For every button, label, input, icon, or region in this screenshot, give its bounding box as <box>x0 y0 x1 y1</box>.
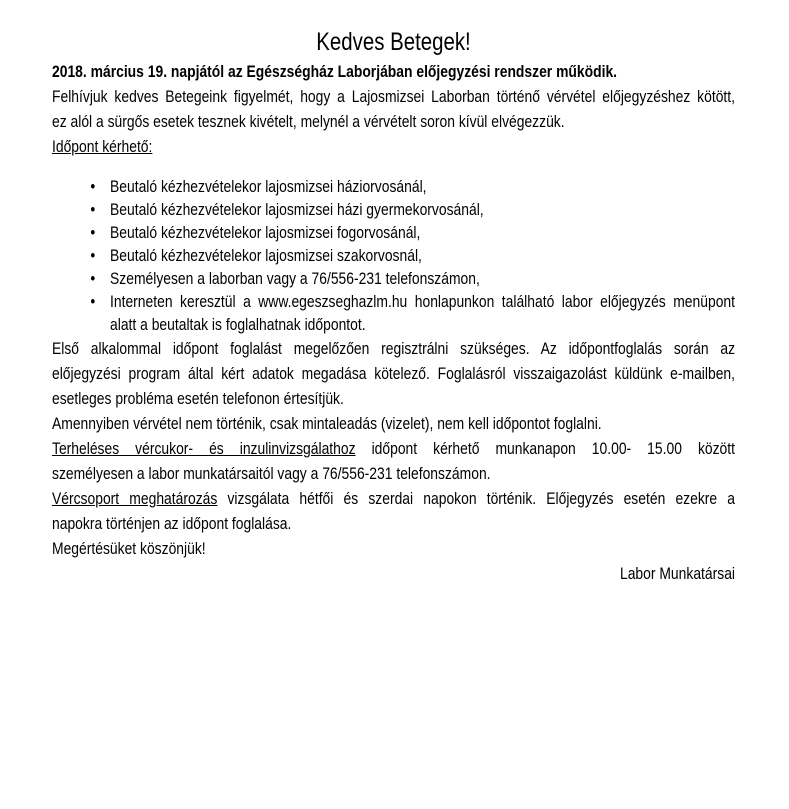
glucose-insulin-paragraph <box>52 436 735 486</box>
notice-paragraph <box>52 84 735 134</box>
internet-option-line-1 <box>110 290 735 313</box>
registration-line-1: Első alkalommal időpont foglalást megelőzően regisztrálni szükséges. Az időpontfoglalás során az <box>52 339 736 358</box>
list-item-gp: • Beutaló kézhezvételekor lajosmizsei háziorvosánál, <box>110 175 735 198</box>
notice-line-1: Felhívjuk kedves Betegeink figyelmét, hogy a Lajosmizsei Laborban történő vérvétel előjegyzéshez kötött, <box>52 87 736 106</box>
website-url: www.egeszseghazlm.hu <box>258 292 408 311</box>
glucose-underlined-lead: Terheléses vércukor- és inzulinvizsgálathoz <box>52 439 356 458</box>
blood-type-paragraph <box>52 486 735 536</box>
registration-line-3: esetleges probléma esetén telefonon értesítjük. <box>52 389 344 408</box>
list-item-pediatrician: • Beutaló kézhezvételekor lajosmizsei házi gyermekorvosánál, <box>110 198 735 221</box>
blood-type-line-1 <box>52 486 735 511</box>
list-item-dentist: • Beutaló kézhezvételekor lajosmizsei fogorvosánál, <box>110 221 735 244</box>
notice-line-2: ez alól a sürgős esetek tesznek kivételt, melynél a vérvételt soron kívül elvégezzük. <box>52 112 565 131</box>
closing-paragraph: Megértésüket köszönjük! <box>52 539 206 558</box>
blood-type-underlined-lead: Vércsoport meghatározás <box>52 489 218 508</box>
intro-bold-paragraph: 2018. március 19. napjától az Egészségház Laborjában előjegyzési rendszer működik. <box>52 62 618 81</box>
list-item-internet <box>110 290 735 336</box>
internet-option-text-after-url: honlapunkon található labor előjegyzés menüpont <box>407 292 736 311</box>
appointment-heading: Időpont kérhető: <box>52 137 153 156</box>
page-title: Kedves Betegek! <box>316 28 471 56</box>
urine-sample-paragraph: Amennyiben vérvétel nem történik, csak mintaleadás (vizelet), nem kell időpontot foglalni. <box>52 414 602 433</box>
blood-type-line-2: napokra történjen az időpont foglalása. <box>52 514 292 533</box>
list-item-in-person-phone: • Személyesen a laborban vagy a 76/556-231 telefonszámon, <box>110 267 735 290</box>
internet-option-text-before-url: Interneten keresztül a <box>110 292 259 311</box>
signature: Labor Munkatársai <box>619 564 736 583</box>
document-content <box>52 0 735 586</box>
list-item-specialist: • Beutaló kézhezvételekor lajosmizsei szakorvosnál, <box>110 244 735 267</box>
glucose-line-1-rest: időpont kérhető munkanapon 10.00- 15.00 között <box>355 439 736 458</box>
registration-paragraph <box>52 336 735 411</box>
internet-option-line-2: alatt a beutaltak is foglalhatnak időpontot. <box>110 315 366 334</box>
appointment-options-list <box>52 175 735 336</box>
registration-line-2: előjegyzési program által kért adatok megadása kötelező. Foglalásról visszaigazolást küldünk e-mailben, <box>52 364 736 383</box>
glucose-line-2: személyesen a labor munkatársaitól vagy a 76/556-231 telefonszámon. <box>52 464 491 483</box>
blood-type-line-1-rest: vizsgálata hétfői és szerdai napokon történik. Előjegyzés esetén ezekre a <box>217 489 736 508</box>
glucose-line-1 <box>52 436 735 461</box>
